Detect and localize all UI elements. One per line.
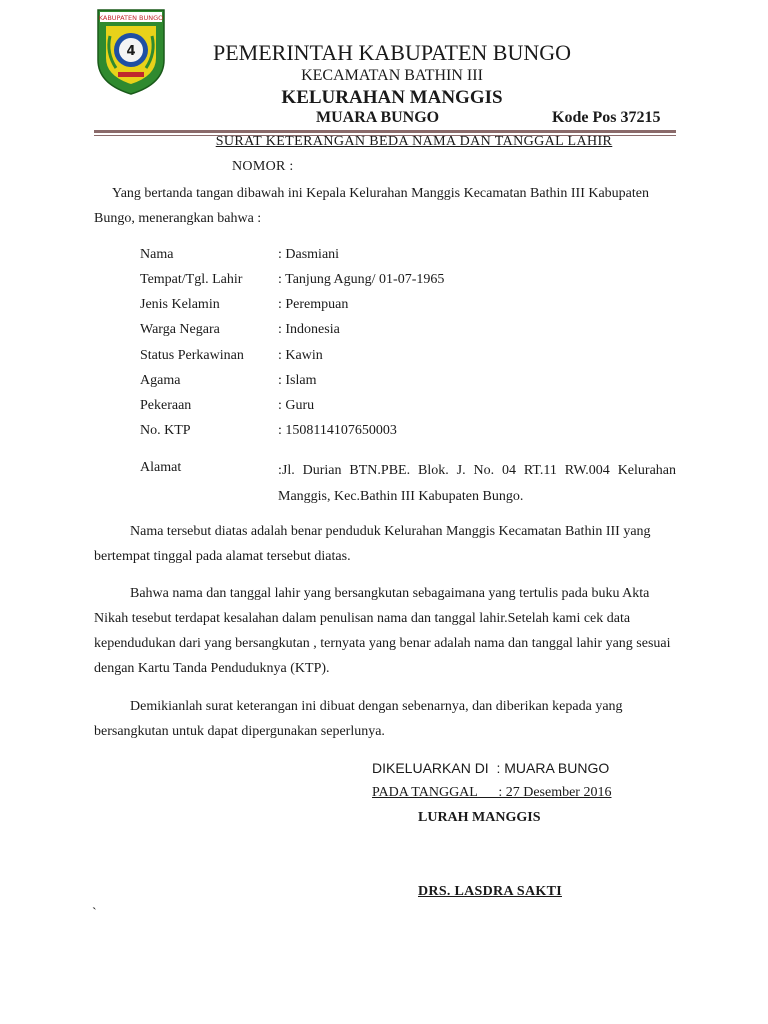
field-value-occupation: : Guru bbox=[278, 398, 315, 413]
statement-paragraph-discrepancy: Bahwa nama dan tanggal lahir yang bersangkutan sebagaimana yang tertulis pada buku Akta Nikah tesebut terdapat kesalahan dalam penulisan nama dan tanggal lahir.Setelah kami cek data kependudukan dari yang bersangkutan , ternyata yang benar adalah nama dan tanggal lahir yang sesuai dengan Kartu Tanda Penduduknya (KTP). bbox=[94, 586, 671, 676]
field-label-citizenship: Warga Negara bbox=[140, 322, 220, 337]
signatory-name: DRS. LASDRA SAKTI bbox=[418, 884, 562, 899]
field-label-marital-status: Status Perkawinan bbox=[140, 348, 244, 363]
field-value-marital-status: : Kawin bbox=[278, 348, 323, 363]
field-value-address: :Jl. Durian BTN.PBE. Blok. J. No. 04 RT.11 RW.004 Kelurahan Manggis, Kec.Bathin III Kabupaten Bungo. bbox=[278, 463, 676, 504]
postal-code: Kode Pos 37215 bbox=[552, 109, 661, 126]
issued-date-line: PADA TANGGAL : 27 Desember 2016 bbox=[372, 785, 612, 800]
stray-mark: ` bbox=[92, 906, 97, 921]
field-value-citizenship: : Indonesia bbox=[278, 322, 340, 337]
village-title: KELURAHAN MANGGIS bbox=[281, 87, 503, 108]
intro-paragraph bbox=[94, 181, 676, 231]
field-label-address: Alamat bbox=[140, 460, 182, 475]
field-label-religion: Agama bbox=[140, 373, 181, 388]
emblem-caption: KABUPATEN BUNGO bbox=[98, 14, 164, 22]
field-value-religion: : Islam bbox=[278, 373, 317, 388]
field-value-id-number: : 1508114107650003 bbox=[278, 423, 397, 438]
government-title: PEMERINTAH KABUPATEN BUNGO bbox=[212, 40, 571, 65]
document-number: NOMOR : bbox=[232, 159, 294, 174]
field-value-gender: : Perempuan bbox=[278, 297, 349, 312]
city-name: MUARA BUNGO bbox=[316, 109, 440, 126]
letterhead-divider bbox=[94, 130, 676, 133]
svg-text:4: 4 bbox=[126, 44, 136, 59]
field-label-id-number: No. KTP bbox=[140, 423, 191, 438]
intro-text: Yang bertanda tangan dibawah ini Kepala Kelurahan Manggis Kecamatan Bathin III Kabupaten Bungo, menerangkan bahwa : bbox=[94, 186, 650, 226]
field-value-name: : Dasmiani bbox=[278, 247, 340, 262]
issued-at-line: DIKELUARKAN DI : MUARA BUNGO bbox=[372, 760, 610, 776]
field-label-gender: Jenis Kelamin bbox=[140, 297, 220, 312]
field-label-name: Nama bbox=[140, 247, 174, 262]
field-label-birth: Tempat/Tgl. Lahir bbox=[140, 272, 243, 287]
field-value-birth: : Tanjung Agung/ 01-07-1965 bbox=[278, 272, 445, 287]
signatory-position: LURAH MANGGIS bbox=[418, 810, 541, 825]
field-label-occupation: Pekeraan bbox=[140, 398, 192, 413]
statement-paragraph-residency: Nama tersebut diatas adalah benar penduduk Kelurahan Manggis Kecamatan Bathin III yang bertempat tinggal pada alamat tersebut diatas. bbox=[94, 524, 651, 564]
district-title: KECAMATAN BATHIN III bbox=[301, 67, 483, 84]
document-title: SURAT KETERANGAN BEDA NAMA DAN TANGGAL LAHIR bbox=[215, 134, 613, 149]
closing-paragraph: Demikianlah surat keterangan ini dibuat dengan sebenarnya, dan diberikan kepada yang bersangkutan untuk dapat dipergunakan seperlunya. bbox=[94, 699, 623, 739]
